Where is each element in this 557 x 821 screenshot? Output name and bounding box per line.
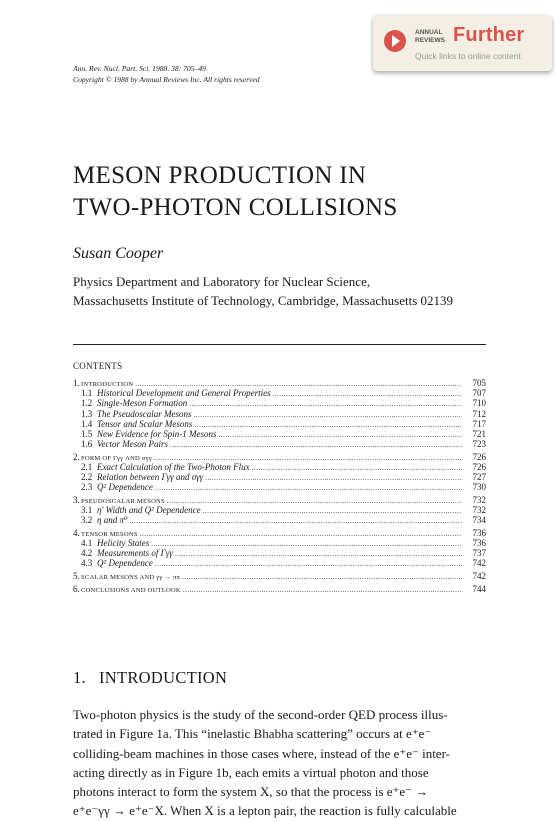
toc-entry[interactable] [73, 452, 486, 462]
toc-entry-page: 710 [472, 398, 486, 409]
toc-leader-dots [194, 420, 462, 430]
toc-entry-page: 744 [472, 583, 486, 594]
further-label: Further [453, 24, 525, 46]
toc-entry-page: 732 [472, 494, 486, 505]
toc-entry-number: 2.3 [81, 482, 93, 493]
copyright-line: Copyright © 1988 by Annual Reviews Inc. All rights reserved [73, 75, 260, 84]
toc-entry[interactable] [73, 548, 486, 558]
paragraph-line: Two-photon physics is the study of the second-order QED process illus- [73, 707, 448, 722]
journal-citation: Ann. Rev. Nucl. Part. Sci. 1988. 38: 705–49 [73, 64, 206, 73]
toc-entry-title: η and π⁰ [97, 515, 128, 526]
toc-entry-title: The Pseudoscalar Mesons [97, 408, 192, 419]
introduction-paragraph [73, 705, 487, 821]
toc-entry-page: 717 [472, 418, 486, 429]
toc-entry-page: 734 [472, 515, 486, 526]
toc-entry-number: 1.2 [81, 398, 93, 409]
toc-entry-page: 726 [472, 451, 486, 462]
toc-entry-page: 705 [472, 378, 486, 388]
toc-entry-number: 1.1 [81, 388, 93, 399]
toc-leader-dots [203, 506, 462, 516]
section-number: 1. [73, 668, 86, 687]
affiliation-line: Massachusetts Institute of Technology, Cambridge, Massachusetts 02139 [73, 293, 454, 308]
toc-leader-dots [140, 529, 462, 539]
toc-entry[interactable] [73, 398, 486, 408]
toc-leader-dots [155, 559, 462, 569]
toc-entry-number: 1.5 [81, 428, 93, 439]
toc-entry-title: Exact Calculation of the Two-Photon Flux [97, 461, 250, 472]
toc-entry[interactable] [73, 388, 486, 398]
toc-entry[interactable] [73, 378, 486, 388]
paragraph-line: photons interact to form the system X, so that the process is e⁺e⁻ → [73, 784, 429, 800]
toc-entry-number: 4.2 [81, 548, 93, 559]
toc-entry-title: INTRODUCTION [81, 381, 134, 388]
toc-entry-page: 727 [472, 472, 486, 483]
paragraph-line: trated in Figure 1a. This “inelastic Bhabha scattering” occurs at e⁺e⁻ [73, 726, 432, 742]
toc-entry-number: 3. [73, 494, 80, 505]
toc-entry-page: 742 [472, 570, 486, 581]
author-name: Susan Cooper [73, 245, 164, 262]
toc-entry-page: 721 [472, 428, 486, 439]
toc-entry-number: 2. [73, 451, 80, 462]
title-line: TWO-PHOTON COLLISIONS [73, 194, 398, 221]
toc-leader-dots [170, 440, 462, 450]
toc-entry[interactable] [73, 571, 486, 581]
toc-entry-title: η′ Width and Q² Dependence [97, 505, 201, 516]
further-links-badge[interactable] [373, 15, 552, 71]
toc-leader-dots [218, 430, 462, 440]
toc-entry[interactable] [73, 584, 486, 594]
journal-header [73, 63, 260, 85]
toc-entry[interactable] [73, 429, 486, 439]
toc-entry-title: New Evidence for Spin-1 Mesons [97, 428, 217, 439]
toc-entry[interactable] [73, 495, 486, 505]
toc-leader-dots [151, 539, 462, 549]
toc-entry-number: 4.3 [81, 558, 93, 569]
toc-entry-title: Helicity States [97, 537, 150, 548]
toc-entry-number: 1. [73, 378, 80, 388]
toc-entry-page: 726 [472, 461, 486, 472]
toc-entry-title: CONCLUSIONS AND OUTLOOK [81, 586, 181, 594]
toc-entry-title: Measurements of Γγγ [97, 548, 173, 559]
toc-entry-title: Historical Development and General Properties [97, 388, 271, 399]
toc-entry-page: 737 [472, 548, 486, 559]
toc-entry-page: 707 [472, 388, 486, 399]
further-subtext: Quick links to online content [415, 51, 521, 61]
contents-heading: CONTENTS [73, 361, 123, 371]
play-arrow-icon [384, 30, 406, 52]
toc-entry[interactable] [73, 538, 486, 548]
toc-entry[interactable] [73, 409, 486, 419]
article-title [73, 160, 398, 224]
toc-entry-title: Q² Dependence [97, 482, 153, 493]
toc-leader-dots [182, 572, 462, 582]
section-divider [73, 344, 486, 345]
toc-entry[interactable] [73, 472, 486, 482]
toc-entry-number: 3.2 [81, 515, 93, 526]
toc-entry-page: 730 [472, 482, 486, 493]
toc-entry-title: SCALAR MESONS AND γγ → ππ [81, 573, 181, 581]
toc-entry-number: 2.2 [81, 472, 93, 483]
toc-leader-dots [194, 410, 463, 420]
toc-leader-dots [273, 389, 462, 399]
toc-entry-number: 4.1 [81, 537, 93, 548]
toc-entry-page: 723 [472, 439, 486, 450]
toc-entry-number: 2.1 [81, 461, 93, 472]
toc-entry-number: 3.1 [81, 505, 93, 516]
paragraph-line: acting directly as in Figure 1b, each emits a virtual photon and those [73, 764, 429, 780]
toc-entry[interactable] [73, 515, 486, 525]
introduction-heading [73, 668, 227, 688]
toc-entry-title: TENSOR MESONS [81, 530, 138, 538]
toc-entry-title: Vector Meson Pairs [97, 439, 168, 450]
toc-entry[interactable] [73, 462, 486, 472]
toc-entry-title: PSEUDOSCALAR MESONS [81, 497, 165, 505]
annual-reviews-logo-text: ANNUAL REVIEWS [415, 29, 445, 44]
toc-entry-page: 736 [472, 527, 486, 538]
toc-leader-dots [183, 585, 462, 595]
toc-entry[interactable] [73, 482, 486, 492]
toc-entry-number: 1.6 [81, 439, 93, 450]
toc-entry[interactable] [73, 419, 486, 429]
toc-entry-number: 5. [73, 570, 80, 581]
toc-leader-dots [205, 473, 462, 483]
toc-leader-dots [155, 483, 462, 493]
toc-entry-title: Single-Meson Formation [97, 398, 188, 409]
toc-entry-title: Tensor and Scalar Mesons [97, 418, 193, 429]
toc-entry[interactable] [73, 439, 486, 449]
toc-entry[interactable] [73, 528, 486, 538]
paragraph-line: colliding-beam machines in those cases where, instead of the e⁺e⁻ inter- [73, 745, 450, 761]
toc-entry-number: 1.3 [81, 408, 93, 419]
toc-entry-page: 736 [472, 537, 486, 548]
toc-leader-dots [167, 496, 462, 506]
affiliation-line: Physics Department and Laboratory for Nuclear Science, [73, 274, 371, 289]
affiliation [73, 272, 453, 310]
toc-entry-number: 4. [73, 527, 80, 538]
toc-leader-dots [130, 516, 462, 526]
toc-entry-page: 732 [472, 505, 486, 516]
title-line: MESON PRODUCTION IN [73, 162, 367, 189]
toc-entry-title: FORM OF Γγγ AND σγγ [81, 454, 152, 462]
toc-entry-title: Q² Dependence [97, 558, 153, 569]
toc-entry[interactable] [73, 558, 486, 568]
paragraph-line: e⁺e⁻γγ → e⁺e⁻X. When X is a lepton pair, the reaction is fully calculable [73, 803, 457, 819]
toc-leader-dots [189, 399, 462, 409]
section-title: INTRODUCTION [98, 668, 228, 687]
toc-leader-dots [252, 463, 462, 473]
toc-entry-number: 6. [73, 583, 80, 594]
toc-entry-number: 1.4 [81, 418, 93, 429]
toc-entry-page: 712 [472, 408, 486, 419]
table-of-contents [73, 378, 486, 594]
toc-entry-title: Relation between Γγγ and σγγ [97, 472, 204, 483]
toc-entry[interactable] [73, 505, 486, 515]
toc-leader-dots [175, 549, 462, 559]
toc-entry-page: 742 [472, 558, 486, 569]
